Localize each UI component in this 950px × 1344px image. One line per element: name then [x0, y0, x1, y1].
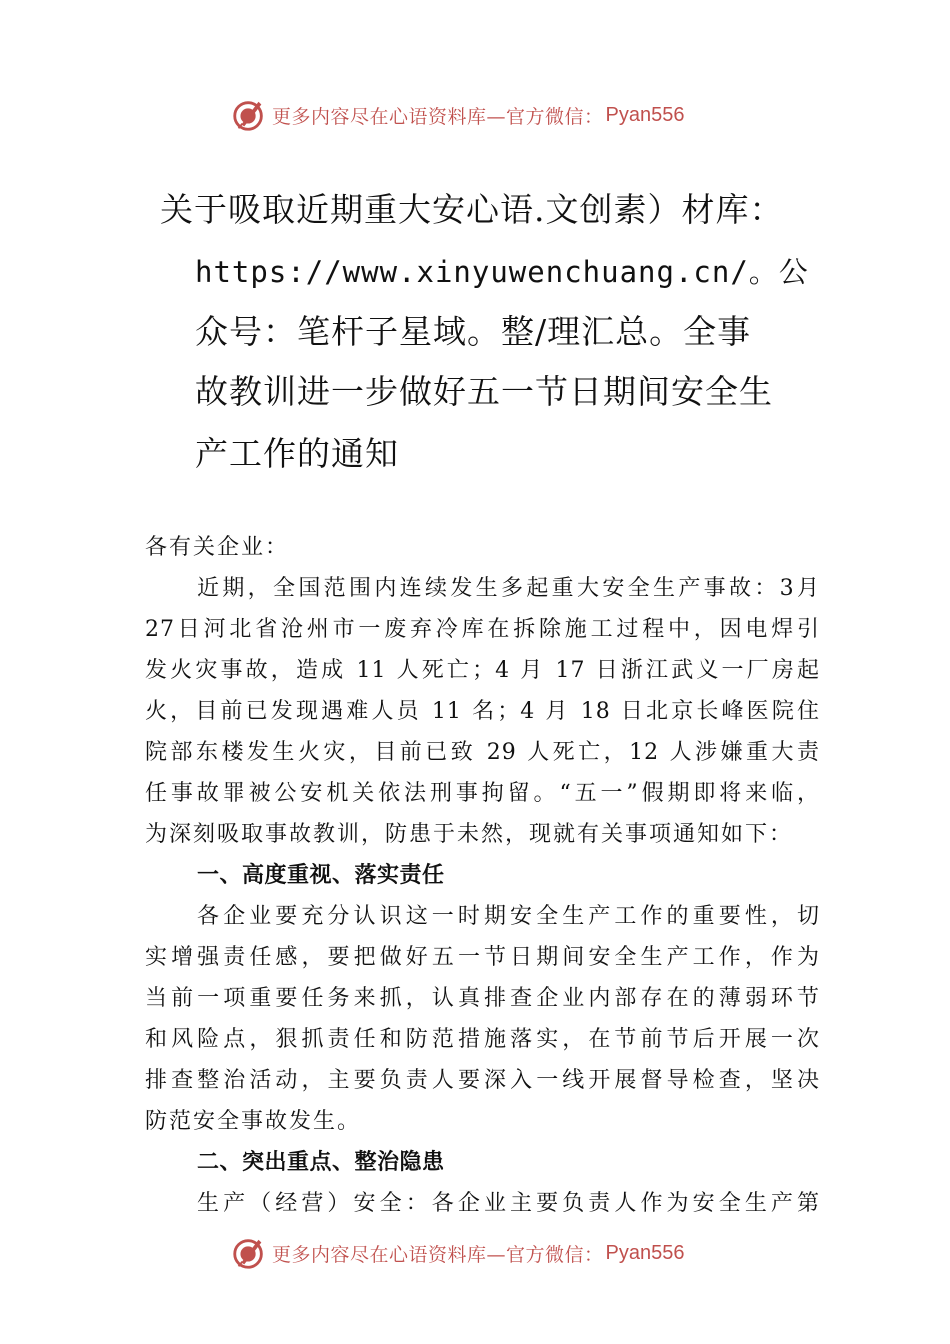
document-body [145, 527, 820, 1224]
header-banner-text: 更多内容尽在心语资料库—官方微信： [272, 105, 604, 128]
paragraph-line: 任事故罪被公安机关依法刑事拘留。“五一”假期即将来临， [145, 781, 820, 806]
title-line: 关于吸取近期重大安心语.文创素）材库： [160, 190, 784, 229]
paragraph-line: 发火灾事故，造成 11 人死亡；4 月 17 日浙江武义一厂房起 [145, 658, 820, 683]
paragraph-line: 防范安全事故发生。 [145, 1109, 362, 1134]
footer-banner-text: 更多内容尽在心语资料库—官方微信： [272, 1243, 604, 1266]
title-line: 故教训进一步做好五一节日期间安全生 [195, 372, 773, 411]
header-banner-wechat-id: Pyan556 [605, 103, 685, 126]
section-heading: 一、高度重视、落实责任 [197, 863, 445, 888]
section-heading: 二、突出重点、整治隐患 [197, 1150, 445, 1175]
quill-seal-logo-icon [230, 1234, 268, 1272]
paragraph-line: 生产（经营）安全：各企业主要负责人作为安全生产第 [197, 1191, 820, 1216]
paragraph-line: 院部东楼发生火灾，目前已致 29 人死亡，12 人涉嫌重大责 [145, 740, 820, 765]
title-line: https://www.xinyuwenchuang.cn/。公 [195, 255, 809, 289]
footer-banner-wechat-id: Pyan556 [605, 1241, 685, 1264]
footer-banner [230, 1233, 750, 1273]
header-banner [230, 95, 750, 135]
title-line: 众号：笔杆子星域。整/理汇总。全事 [195, 312, 752, 351]
paragraph-line: 为深刻吸取事故教训，防患于未然，现就有关事项通知如下： [145, 822, 794, 847]
paragraph-line: 各企业要充分认识这一时期安全生产工作的重要性，切 [197, 904, 820, 929]
paragraph-line: 27日河北省沧州市一废弃冷库在拆除施工过程中，因电焊引 [145, 617, 820, 642]
salutation: 各有关企业： [145, 535, 290, 560]
paragraph-line: 排查整治活动，主要负责人要深入一线开展督导检查，坚决 [145, 1068, 820, 1093]
paragraph-line: 实增强责任感，要把做好五一节日期间安全生产工作，作为 [145, 945, 820, 970]
paragraph-line: 近期，全国范围内连续发生多起重大安全生产事故：3月 [197, 576, 820, 601]
paragraph-line: 火，目前已发现遇难人员 11 名；4 月 18 日北京长峰医院住 [145, 699, 820, 724]
paragraph-line: 当前一项重要任务来抓，认真排查企业内部存在的薄弱环节 [145, 986, 820, 1011]
quill-seal-logo-icon [230, 96, 268, 134]
paragraph-line: 和风险点，狠抓责任和防范措施落实，在节前节后开展一次 [145, 1027, 820, 1052]
title-line: 产工作的通知 [195, 434, 399, 473]
